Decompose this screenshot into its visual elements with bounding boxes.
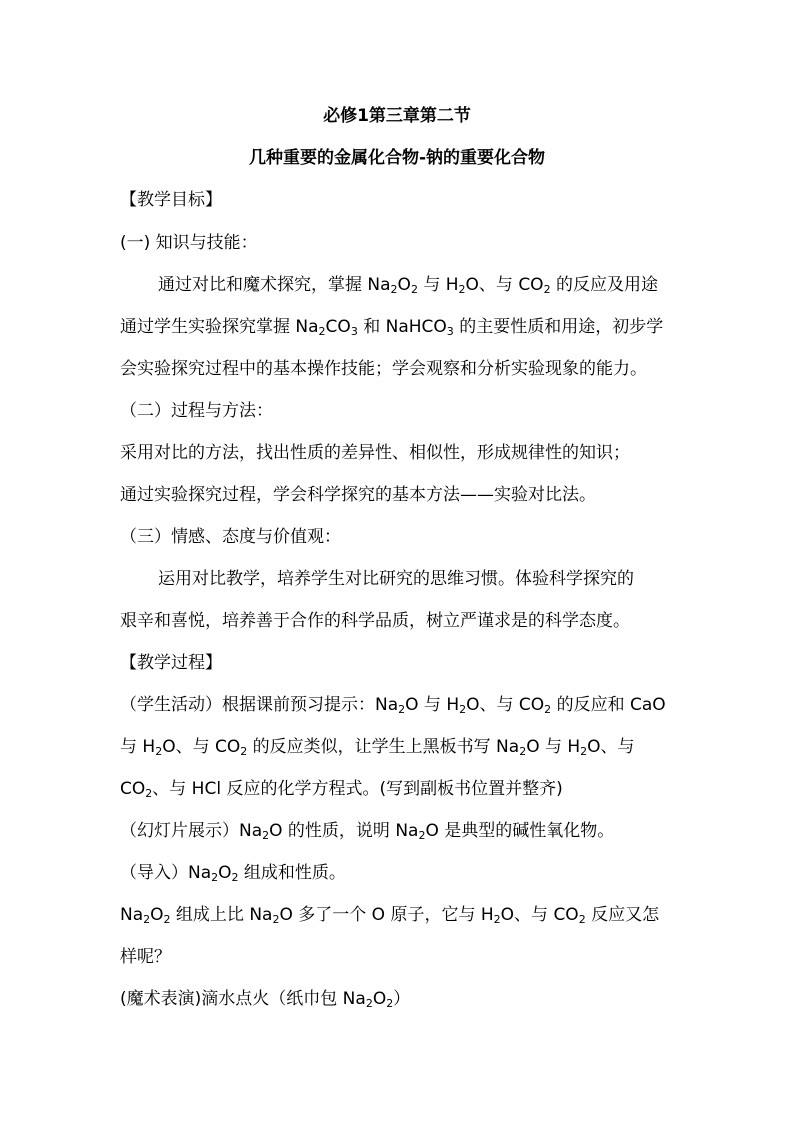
- paragraph-line: $CO_2$、与 HCl 反应的化学方程式。(写到副板书位置并整齐): [120, 779, 563, 800]
- paragraph-line: $Na_2O_2$ 组成上比 $Na_2O$ 多了一个 O 原子，它与 $H_2O$、与 $CO_2$ 反应又怎: [120, 905, 660, 926]
- paragraph-line: 运用对比教学，培养学生对比研究的思维习惯。体验科学探究的: [158, 569, 634, 589]
- subheading-process: （二）过程与方法：: [120, 401, 273, 421]
- paragraph-line: 通过对比和魔术探究，掌握 $Na_2O_2$ 与 $H_2O$、与 $CO_2$ 的反应及用途: [158, 275, 658, 296]
- paragraph-line: （学生活动）根据课前预习提示：$Na_2O$ 与 $H_2O$、与 $CO_2$ 的反应和 CaO: [120, 695, 666, 716]
- paragraph-line: （幻灯片展示）$Na_2O$ 的性质，说明 $Na_2O$ 是典型的碱性氧化物。: [120, 821, 615, 842]
- paragraph-line: 艰辛和喜悦，培养善于合作的科学品质，树立严谨求是的科学态度。: [120, 611, 630, 631]
- paragraph-line: 通过实验探究过程，学会科学探究的基本方法——实验对比法。: [120, 485, 596, 505]
- paragraph-line: （导入）$Na_2O_2$ 组成和性质。: [120, 863, 346, 884]
- paragraph-line: 与 $H_2O$、与 $CO_2$ 的反应类似，让学生上黑板书写 $Na_2O$ 与 $H_2O$、与: [120, 737, 635, 758]
- paragraph-line: 通过学生实验探究掌握 $Na_2CO_3$ 和 NaHCO$_3$ 的主要性质和用途，初步学: [120, 317, 664, 338]
- section-heading-process: 【教学过程】: [120, 653, 222, 673]
- paragraph-line: 会实验探究过程中的基本操作技能；学会观察和分析实验现象的能力。: [120, 359, 647, 379]
- document-subtitle: 几种重要的金属化合物-钠的重要化合物: [248, 148, 546, 168]
- paragraph-line: (魔术表演)滴水点火（纸巾包 $Na_2O_2$）: [120, 989, 411, 1010]
- paragraph-line: 样呢？: [120, 947, 171, 967]
- document-title: 必修1第三章第二节: [323, 106, 471, 126]
- section-heading-goals: 【教学目标】: [120, 190, 222, 210]
- subheading-values: （三）情感、态度与价值观：: [120, 527, 341, 547]
- paragraph-line: 采用对比的方法，找出性质的差异性、相似性，形成规律性的知识；: [120, 443, 630, 463]
- subheading-knowledge: (一) 知识与技能：: [120, 233, 258, 253]
